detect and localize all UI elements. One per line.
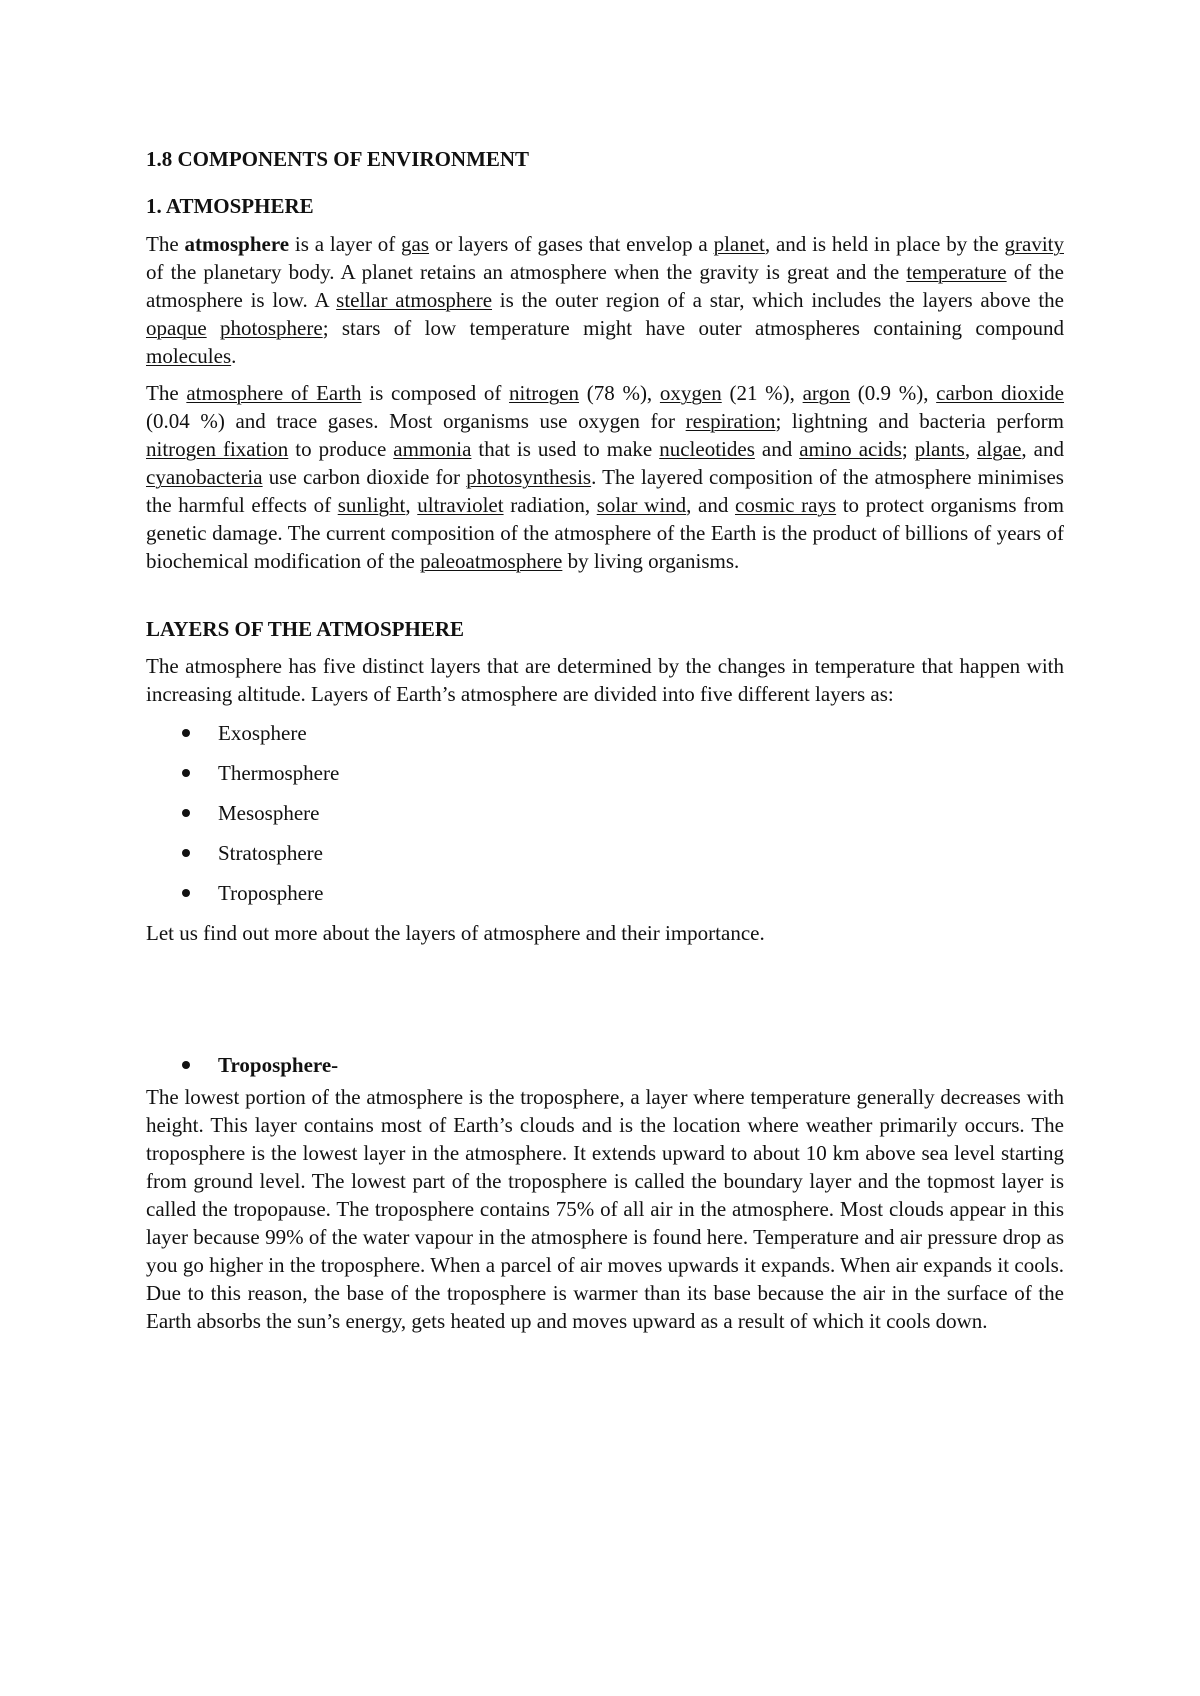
text-span: to produce — [288, 437, 394, 461]
atmosphere-definition-paragraph — [146, 230, 1064, 370]
link-amino-acids[interactable]: amino acids — [799, 437, 902, 461]
bullet-icon — [182, 729, 190, 737]
text-span: ; lightning and bacteria perform — [775, 409, 1064, 433]
link-nucleotides[interactable]: nucleotides — [659, 437, 755, 461]
link-stellar-atmosphere[interactable]: stellar atmosphere — [336, 288, 493, 312]
link-photosynthesis[interactable]: photosynthesis — [466, 465, 592, 489]
atmosphere-heading: 1. ATMOSPHERE — [146, 194, 314, 218]
link-planet[interactable]: planet — [713, 232, 765, 256]
link-molecules[interactable]: molecules — [146, 344, 232, 368]
text-span: ; — [901, 437, 915, 461]
troposphere-heading-text: Troposphere- — [218, 1053, 339, 1077]
text-span: , and — [1021, 437, 1064, 461]
text-span: and — [754, 437, 800, 461]
link-ammonia[interactable]: ammonia — [393, 437, 472, 461]
link-nitrogen[interactable]: nitrogen — [509, 381, 580, 405]
link-argon[interactable]: argon — [802, 381, 851, 405]
list-item — [146, 799, 1064, 839]
link-carbon-dioxide[interactable]: carbon dioxide — [936, 381, 1065, 405]
text-span: ; stars of low temperature might have outer atmospheres containing compound — [322, 316, 1064, 340]
text-span: is the outer region of a star, which includes the layers above the — [492, 288, 1064, 312]
link-respiration[interactable]: respiration — [685, 409, 776, 433]
text-span: or layers of gases that envelop a — [429, 232, 714, 256]
term-atmosphere: atmosphere — [184, 232, 290, 256]
layers-outro-paragraph: Let us find out more about the layers of atmosphere and their importance. — [146, 921, 765, 945]
text-span: that is used to make — [471, 437, 660, 461]
layer-name: Mesosphere — [218, 801, 320, 825]
link-cyanobacteria[interactable]: cyanobacteria — [146, 465, 263, 489]
text-span: . — [231, 344, 237, 368]
layers-list — [146, 719, 1064, 919]
troposphere-subheading — [146, 1051, 1064, 1083]
link-opaque[interactable]: opaque — [146, 316, 207, 340]
bullet-icon — [182, 769, 190, 777]
link-photosphere[interactable]: photosphere — [220, 316, 323, 340]
text-span: to protect organisms from genetic damage. The current composition of the atmosphere of the Earth is the product of billions of years of biochemical modification of the — [146, 493, 1064, 573]
link-gravity[interactable]: gravity — [1004, 232, 1064, 256]
text-span: , — [964, 437, 978, 461]
text-span: , — [405, 493, 418, 517]
text-span: by living organisms. — [562, 549, 740, 573]
text-span: of the atmosphere is low. A — [146, 260, 1064, 312]
text-span: is a layer of — [289, 232, 402, 256]
text-span — [207, 316, 220, 340]
bullet-icon — [182, 889, 190, 897]
layers-intro-paragraph: The atmosphere has five distinct layers that are determined by the changes in temperature that happen with increasing altitude. Layers of Earth’s atmosphere are divided into five different layers as: — [146, 654, 1064, 706]
layer-name: Thermosphere — [218, 761, 340, 785]
layers-heading: LAYERS OF THE ATMOSPHERE — [146, 617, 464, 641]
link-temperature[interactable]: temperature — [906, 260, 1007, 284]
text-span: (0.04 %) and trace gases. Most organisms use oxygen for — [146, 409, 686, 433]
text-span: The — [146, 381, 187, 405]
list-item — [146, 719, 1064, 759]
document-page — [146, 145, 1064, 1335]
layer-name: Troposphere — [218, 881, 324, 905]
text-span: , and — [686, 493, 735, 517]
link-plants[interactable]: plants — [914, 437, 965, 461]
section-heading: 1.8 COMPONENTS OF ENVIRONMENT — [146, 147, 530, 171]
list-item — [146, 879, 1064, 919]
bullet-icon — [182, 1061, 190, 1069]
link-algae[interactable]: algae — [977, 437, 1022, 461]
link-paleoatmosphere[interactable]: paleoatmosphere — [420, 549, 563, 573]
text-span: (78 %), — [579, 381, 660, 405]
text-span: use carbon dioxide for — [262, 465, 467, 489]
layer-name: Exosphere — [218, 721, 307, 745]
layer-name: Stratosphere — [218, 841, 323, 865]
link-solar-wind[interactable]: solar wind — [596, 493, 687, 517]
earth-atmosphere-paragraph — [146, 379, 1064, 575]
text-span: radiation, — [503, 493, 597, 517]
troposphere-paragraph: The lowest portion of the atmosphere is the troposphere, a layer where temperature generally decreases with height. This layer contains most of Earth’s clouds and is the location where weather primarily occurs. The troposphere is the lowest layer in the atmosphere. It extends upward to about 10 km above sea level starting from ground level. The lowest part of the troposphere is called the boundary layer and the topmost layer is called the tropopause. The troposphere contains 75% of all air in the atmosphere. Most clouds appear in this layer because 99% of the water vapour in the atmosphere is found here. Temperature and air pressure drop as you go higher in the troposphere. When a parcel of air moves upwards it expands. When air expands it cools. Due to this reason, the base of the troposphere is warmer than its base because the air in the surface of the Earth absorbs the sun’s energy, gets heated up and moves upward as a result of which it cools down. — [146, 1085, 1064, 1333]
text-span: The — [146, 232, 185, 256]
bullet-icon — [182, 809, 190, 817]
text-span: . The layered composition of the atmosphere minimises the harmful effects of — [146, 465, 1064, 517]
link-sunlight[interactable]: sunlight — [337, 493, 406, 517]
list-item — [146, 839, 1064, 879]
text-span: (0.9 %), — [850, 381, 937, 405]
text-span: of the planetary body. A planet retains an atmosphere when the gravity is great and the — [146, 260, 907, 284]
text-span: , and is held in place by the — [764, 232, 1005, 256]
text-span: is composed of — [361, 381, 510, 405]
bullet-icon — [182, 849, 190, 857]
link-oxygen[interactable]: oxygen — [659, 381, 722, 405]
link-nitrogen-fixation[interactable]: nitrogen fixation — [146, 437, 289, 461]
link-cosmic-rays[interactable]: cosmic rays — [735, 493, 837, 517]
text-span: (21 %), — [721, 381, 803, 405]
link-ultraviolet[interactable]: ultraviolet — [417, 493, 504, 517]
link-atmosphere-of-earth[interactable]: atmosphere of Earth — [186, 381, 362, 405]
link-gas[interactable]: gas — [401, 232, 430, 256]
list-item — [146, 759, 1064, 799]
